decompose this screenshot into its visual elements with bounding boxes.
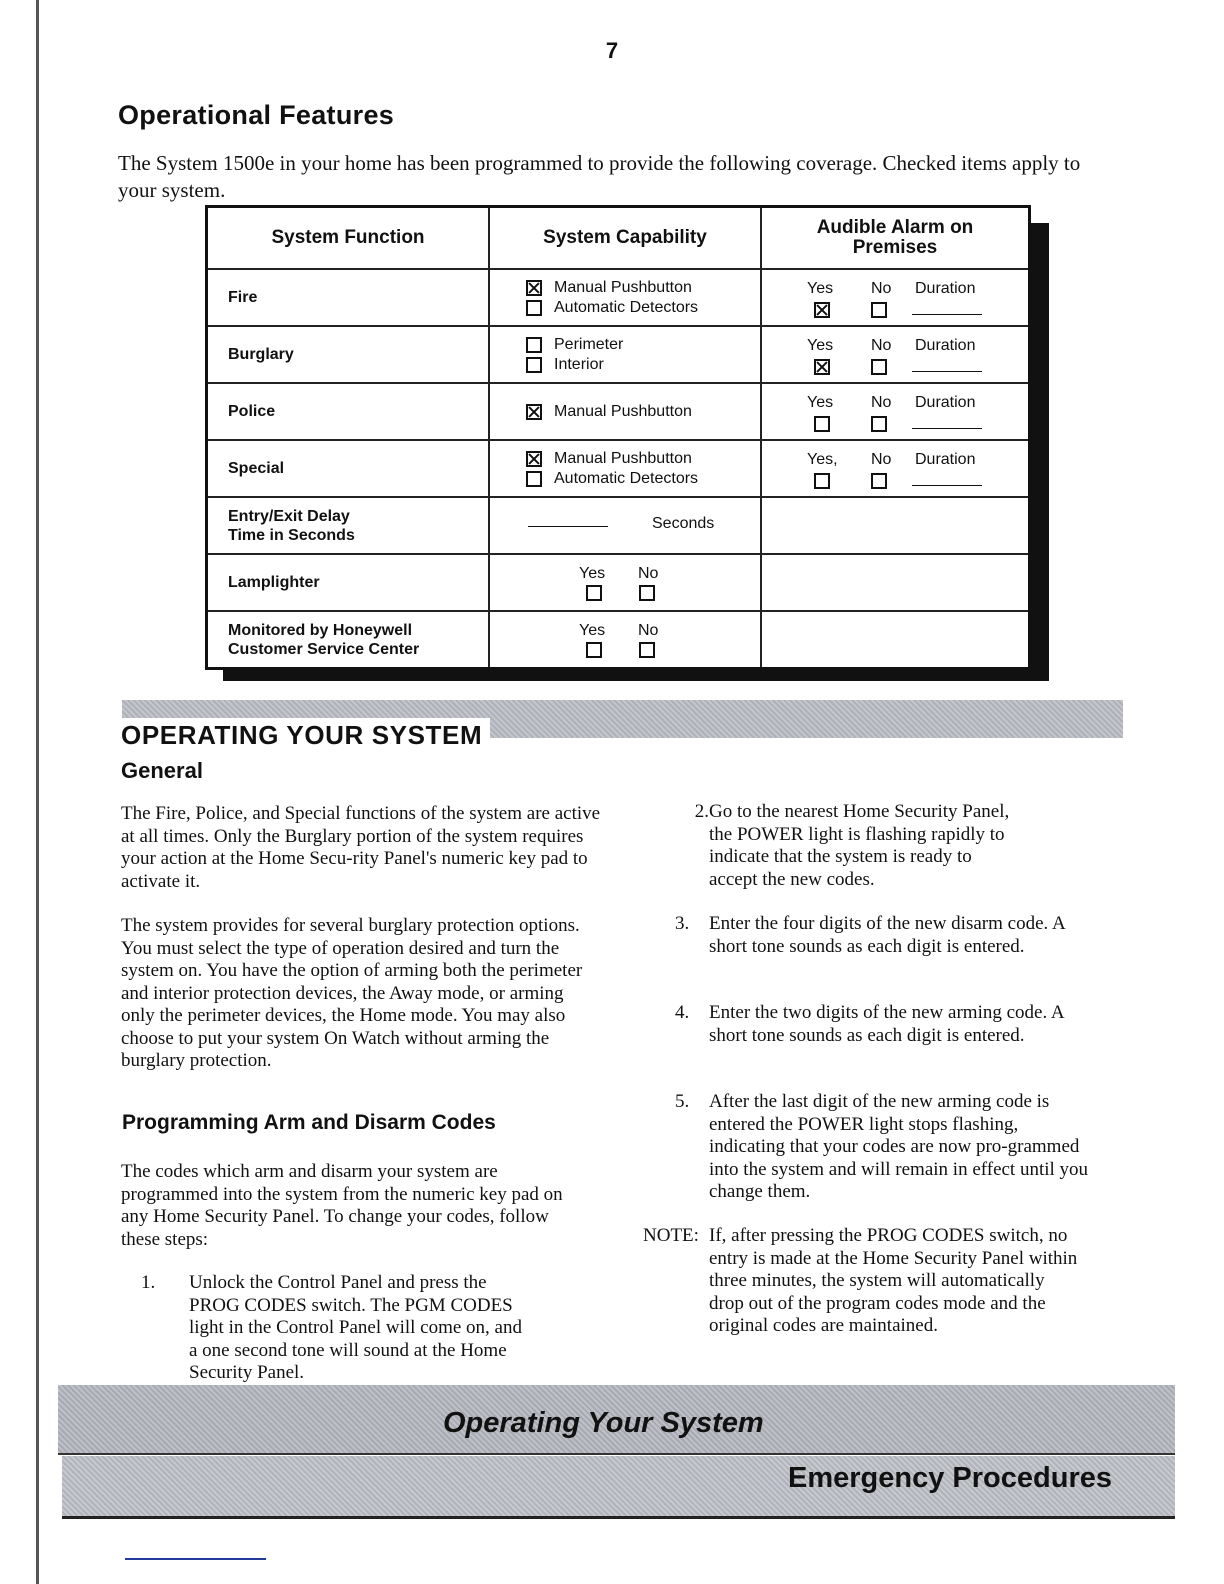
table-row (207, 440, 1030, 497)
function-label-line2: Customer Service Center (228, 640, 420, 658)
no-label: No (871, 451, 892, 468)
step-number: 1. (141, 1272, 156, 1293)
header-audible-alarm (761, 207, 1030, 270)
step-item (645, 1091, 1094, 1204)
table-row (207, 611, 1030, 669)
table-header-row (207, 207, 1030, 270)
coverage-table-container (205, 205, 1031, 663)
yes-label: Yes (807, 337, 834, 354)
table-row (207, 554, 1030, 611)
tab-label: Emergency Procedures (788, 1462, 1112, 1494)
seconds-cell (489, 497, 761, 554)
checkbox-checked[interactable] (526, 280, 542, 296)
paragraph-programming: The codes which arm and disarm your system are programmed into the system from the numeric key pad on any Home Security Panel. To change your codes, follow these steps: (121, 1161, 563, 1250)
no-label: No (871, 394, 892, 411)
yes-label: Yes (579, 622, 606, 639)
duration-label: Duration (915, 451, 976, 468)
page-spine-edge (36, 0, 39, 1584)
empty-cell (761, 497, 1030, 554)
no-checkbox[interactable] (639, 585, 655, 601)
header-audible-alarm-text: Audible Alarm on Premises (816, 217, 974, 258)
yes-label: Yes (807, 394, 834, 411)
duration-blank-line[interactable] (912, 314, 982, 315)
step-text: After the last digit of the new arming code is entered the POWER light stops flashing, indicating that your codes are now pro-grammed into the system and will remain in effect until you change them. (709, 1091, 1089, 1202)
yes-label: Yes (579, 565, 606, 582)
yes-checkbox[interactable] (586, 585, 602, 601)
intro-paragraph: The System 1500e in your home has been programmed to provide the following coverage. Checked items apply to your system. (118, 151, 1081, 202)
table-row (207, 269, 1030, 326)
alarm-no-checkbox[interactable] (871, 416, 887, 432)
alarm-cell (761, 440, 1030, 497)
duration-label: Duration (915, 280, 976, 297)
table-row (207, 326, 1030, 383)
duration-blank-line[interactable] (912, 428, 982, 429)
alarm-no-checkbox[interactable] (871, 302, 887, 318)
yes-no-cell (489, 554, 761, 611)
checkbox-unchecked[interactable] (526, 357, 542, 373)
function-monitored (207, 611, 490, 669)
capability-label: Manual Pushbutton (554, 449, 692, 467)
alarm-cell (761, 269, 1030, 326)
note-label: NOTE: (643, 1225, 699, 1246)
duration-blank-line[interactable] (912, 485, 982, 486)
capability-label: Perimeter (554, 335, 624, 353)
empty-cell (761, 554, 1030, 611)
step-item (141, 1272, 531, 1385)
note (643, 1225, 1079, 1338)
table-row (207, 497, 1030, 554)
function-burglary: Burglary (207, 326, 490, 383)
alarm-yes-checkbox[interactable] (814, 359, 830, 375)
function-fire: Fire (207, 269, 490, 326)
function-label-line1: Monitored by Honeywell (228, 621, 413, 639)
duration-label: Duration (915, 394, 976, 411)
no-label: No (871, 280, 892, 297)
empty-cell (761, 611, 1030, 669)
capability-label: Manual Pushbutton (554, 402, 692, 420)
note-text: If, after pressing the PROG CODES switch, no entry is made at the Home Security Panel within three minutes, the system will automatically drop out of the program codes mode and the original codes are maintained. (709, 1225, 1078, 1336)
checkbox-unchecked[interactable] (526, 471, 542, 487)
function-entry-exit-delay (207, 497, 490, 554)
yes-label: Yes, (807, 451, 838, 468)
capability-label: Automatic Detectors (554, 298, 699, 316)
step-item (645, 801, 1019, 891)
alarm-cell (761, 326, 1030, 383)
general-heading: General (121, 758, 203, 783)
paragraph-general-1: The Fire, Police, and Special functions of the system are active at all times. Only the Burglary portion of the system requires your action at the Home Secu-rity Panel's numeric key pad to activate it. (121, 803, 601, 892)
capability-cell (489, 383, 761, 440)
operational-features-heading: Operational Features (118, 100, 395, 130)
step-number: 4. (675, 1002, 690, 1023)
no-label: No (638, 565, 659, 582)
seconds-label: Seconds (652, 515, 715, 532)
checkbox-checked[interactable] (526, 451, 542, 467)
no-label: No (638, 622, 659, 639)
step-number: 2. (694, 801, 709, 822)
no-label: No (871, 337, 892, 354)
alarm-yes-checkbox[interactable] (814, 473, 830, 489)
seconds-blank-line[interactable] (528, 526, 608, 527)
function-label-line1: Entry/Exit Delay (228, 507, 350, 525)
capability-cell (489, 326, 761, 383)
alarm-no-checkbox[interactable] (871, 473, 887, 489)
step-text: Unlock the Control Panel and press the PROG CODES switch. The PGM CODES light in the Control Panel will come on, and a one second tone will sound at the Home Security Panel. (189, 1272, 522, 1383)
no-checkbox[interactable] (639, 642, 655, 658)
yes-no-cell (489, 611, 761, 669)
duration-label: Duration (915, 337, 976, 354)
checkbox-unchecked[interactable] (526, 337, 542, 353)
capability-cell (489, 440, 761, 497)
capability-label: Manual Pushbutton (554, 278, 692, 296)
checkbox-checked[interactable] (526, 404, 542, 420)
programming-heading: Programming Arm and Disarm Codes (122, 1111, 496, 1134)
alarm-cell (761, 383, 1030, 440)
tab-operating-your-system[interactable] (58, 1385, 1175, 1455)
step-text: Enter the four digits of the new disarm code. A short tone sounds as each digit is entered. (709, 913, 1065, 957)
alarm-yes-checkbox[interactable] (814, 416, 830, 432)
function-label-line2: Time in Seconds (228, 526, 355, 544)
function-police: Police (207, 383, 490, 440)
step-text: Go to the nearest Home Security Panel, the POWER light is flashing rapidly to indicate that the system is ready to accept the new codes. (709, 801, 1010, 890)
step-number: 5. (675, 1091, 690, 1112)
yes-label: Yes (807, 280, 834, 297)
alarm-yes-checkbox[interactable] (814, 302, 830, 318)
header-system-capability: System Capability (489, 207, 761, 270)
duration-blank-line[interactable] (912, 371, 982, 372)
table-row (207, 383, 1030, 440)
coverage-table (205, 205, 1031, 670)
function-lamplighter: Lamplighter (207, 554, 490, 611)
yes-checkbox[interactable] (586, 642, 602, 658)
section-title: OPERATING YOUR SYSTEM (116, 718, 490, 751)
tab-emergency-procedures[interactable] (62, 1456, 1175, 1519)
tab-label: Operating Your System (443, 1407, 764, 1439)
step-item (645, 1002, 1069, 1047)
capability-label: Automatic Detectors (554, 469, 699, 487)
capability-cell (489, 269, 761, 326)
step-text: Enter the two digits of the new arming code. A short tone sounds as each digit is entered. (709, 1002, 1064, 1046)
capability-label: Interior (554, 355, 604, 373)
page-number: 7 (605, 38, 619, 63)
step-number: 3. (675, 913, 690, 934)
paragraph-general-2: The system provides for several burglary protection options. You must select the type of operation desired and turn the system on. You have the option of arming both the perimeter and interior protection devices, the Away mode, or arming only the perimeter devices, the Home mode. You may also choose to put your system On Watch without arming the burglary protection. (121, 915, 583, 1071)
alarm-no-checkbox[interactable] (871, 359, 887, 375)
step-item (645, 913, 1069, 958)
header-system-function: System Function (207, 207, 490, 270)
checkbox-unchecked[interactable] (526, 300, 542, 316)
function-special: Special (207, 440, 490, 497)
footer-rule (125, 1558, 266, 1560)
